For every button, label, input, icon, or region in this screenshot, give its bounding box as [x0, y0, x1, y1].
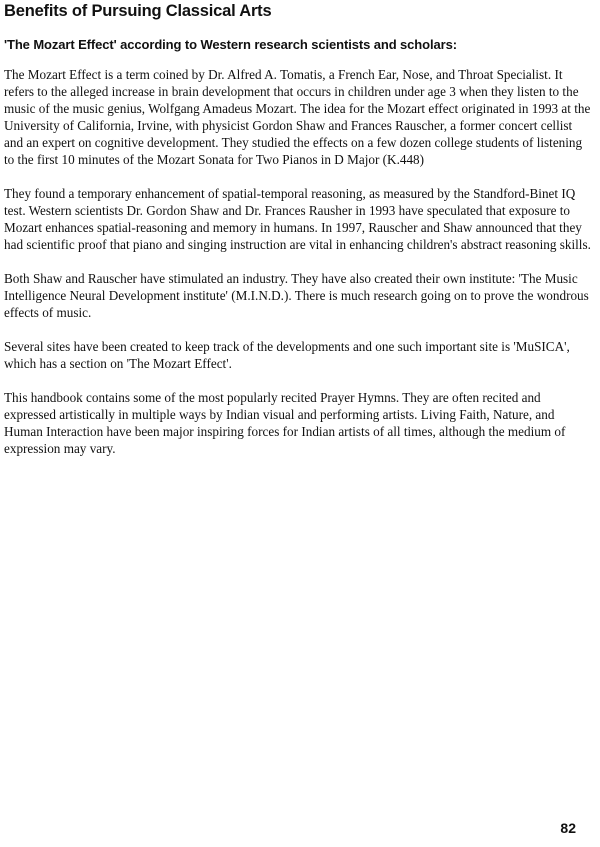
paragraph-spatial-reasoning: They found a temporary enhancement of spatial-temporal reasoning, as measured by the Standford-Binet IQ test. Western scientists Dr. Gordon Shaw and Dr. Frances Rausher in 1993 have speculated that exposure to Mozart enhances spatial-reasoning and memory in humans. In 1997, Rauscher and Shaw announced that they had scientific proof that piano and singing instruction are vital in enhancing children's abstract reasoning skills. — [4, 186, 591, 252]
paragraph-handbook: This handbook contains some of the most popularly recited Prayer Hymns. They are often recited and expressed artistically in multiple ways by Indian visual and performing artists. Living Faith, Nature, and Human Interaction have been major inspiring forces for Indian artists of all times, although the medium of expression may vary. — [4, 390, 566, 456]
paragraph-mind-institute: Both Shaw and Rauscher have stimulated an industry. They have also created their own institute: 'The Music Intelligence Neural Development institute' (M.I.N.D.). There is much research going on to prove the wondrous effects of music. — [4, 271, 589, 320]
body-text — [4, 66, 594, 474]
paragraph-mozart-effect-definition: The Mozart Effect is a term coined by Dr. Alfred A. Tomatis, a French Ear, Nose, and Throat Specialist. It refers to the alleged increase in brain development that occurs in children under age 3 when they listen to the music of the music genius, Wolfgang Amadeus Mozart. The idea for the Mozart effect originated in 1993 at the University of California, Irvine, with physicist Gordon Shaw and Frances Rauscher, a former concert cellist and an expert on cognitive development. They studied the effects on a few dozen college students of listening to the first 10 minutes of the Mozart Sonata for Two Pianos in D Major (K.448) — [4, 67, 591, 167]
paragraph-musica-site: Several sites have been created to keep track of the developments and one such important site is 'MuSICA', which has a section on 'The Mozart Effect'. — [4, 339, 570, 371]
page-title: Benefits of Pursuing Classical Arts — [4, 2, 272, 20]
section-subtitle: 'The Mozart Effect' according to Western research scientists and scholars: — [4, 37, 457, 52]
page-number: 82 — [560, 820, 576, 836]
